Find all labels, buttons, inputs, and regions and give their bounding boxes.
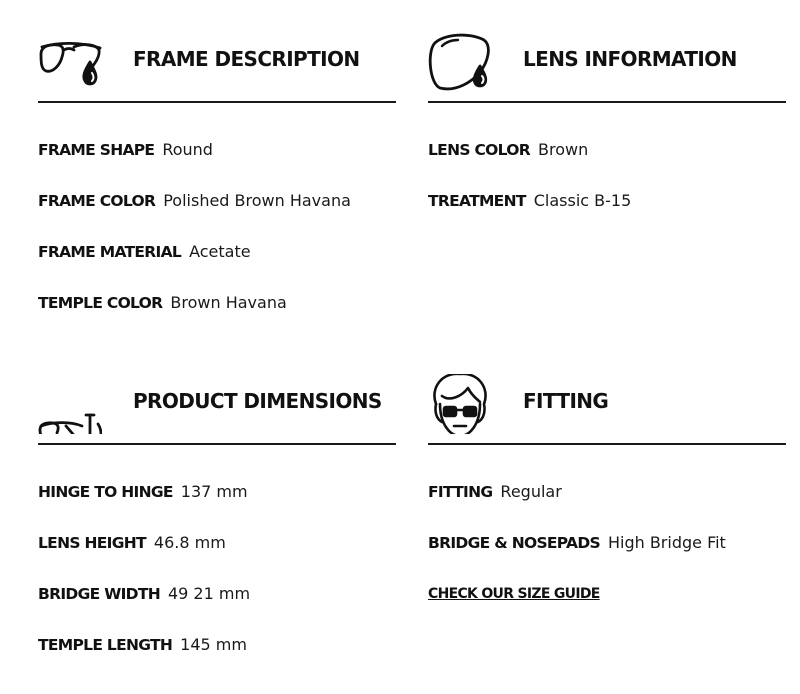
spec-row: [428, 581, 726, 632]
spec-label: TEMPLE COLOR: [38, 294, 163, 312]
spec-list: [38, 137, 351, 341]
spec-value: Round: [162, 140, 213, 159]
frame-description-section: [38, 0, 396, 312]
spec-label: BRIDGE WIDTH: [38, 585, 160, 603]
spec-label: LENS COLOR: [428, 141, 530, 159]
spec-value: Brown Havana: [170, 293, 287, 312]
spec-row: [38, 239, 351, 290]
lens-drop-icon: [428, 32, 492, 92]
aviator-glasses-drop-icon: [38, 32, 102, 92]
lens-information-header: [428, 0, 786, 103]
spec-value: Classic B-15: [533, 191, 632, 210]
spec-label: TEMPLE LENGTH: [38, 636, 173, 654]
spec-value: 145 mm: [180, 635, 247, 654]
spec-label: HINGE TO HINGE: [38, 483, 173, 501]
spec-label: BRIDGE & NOSEPADS: [428, 534, 600, 552]
spec-value: Regular: [500, 482, 562, 501]
spec-row: [428, 479, 726, 530]
spec-value: 137 mm: [180, 482, 248, 501]
spec-label: FRAME SHAPE: [38, 141, 155, 159]
section-title: LENS INFORMATION: [523, 47, 737, 71]
spec-row: [38, 137, 351, 188]
fitting-header: [428, 342, 786, 445]
spec-row: [38, 479, 250, 530]
section-title: PRODUCT DIMENSIONS: [133, 389, 382, 413]
spec-label: FITTING: [428, 483, 493, 501]
section-title: FITTING: [523, 389, 609, 413]
spec-row: [38, 290, 351, 341]
spec-value: 46.8 mm: [153, 533, 226, 552]
spec-label: FRAME MATERIAL: [38, 243, 182, 261]
spec-value: Acetate: [189, 242, 251, 261]
divider: [38, 443, 396, 445]
spec-row: [38, 530, 250, 581]
spec-list: [38, 479, 250, 683]
fitting-section: [428, 342, 786, 602]
spec-label: FRAME COLOR: [38, 192, 156, 210]
spec-row: [428, 188, 631, 239]
divider: [428, 443, 786, 445]
divider: [38, 101, 396, 103]
size-guide-link[interactable]: CHECK OUR SIZE GUIDE: [428, 586, 600, 602]
spec-row: [38, 581, 250, 632]
product-dimensions-header: [38, 342, 396, 445]
spec-list: [428, 479, 726, 632]
face-with-glasses-icon: [428, 374, 492, 434]
product-dimensions-section: [38, 342, 396, 654]
spec-row: [428, 137, 631, 188]
spec-label: TREATMENT: [428, 192, 526, 210]
divider: [428, 101, 786, 103]
spec-row: [428, 530, 726, 581]
lens-information-section: [428, 0, 786, 210]
spec-list: [428, 137, 631, 239]
spec-row: [38, 632, 250, 683]
spec-value: High Bridge Fit: [607, 533, 726, 552]
spec-value: 49 21 mm: [167, 584, 251, 603]
frame-description-header: [38, 0, 396, 103]
spec-row: [38, 188, 351, 239]
spec-value: Polished Brown Havana: [163, 191, 351, 210]
section-title: FRAME DESCRIPTION: [133, 47, 360, 71]
glasses-ruler-icon: [38, 374, 102, 434]
spec-value: Brown: [538, 140, 589, 159]
spec-label: LENS HEIGHT: [38, 534, 146, 552]
